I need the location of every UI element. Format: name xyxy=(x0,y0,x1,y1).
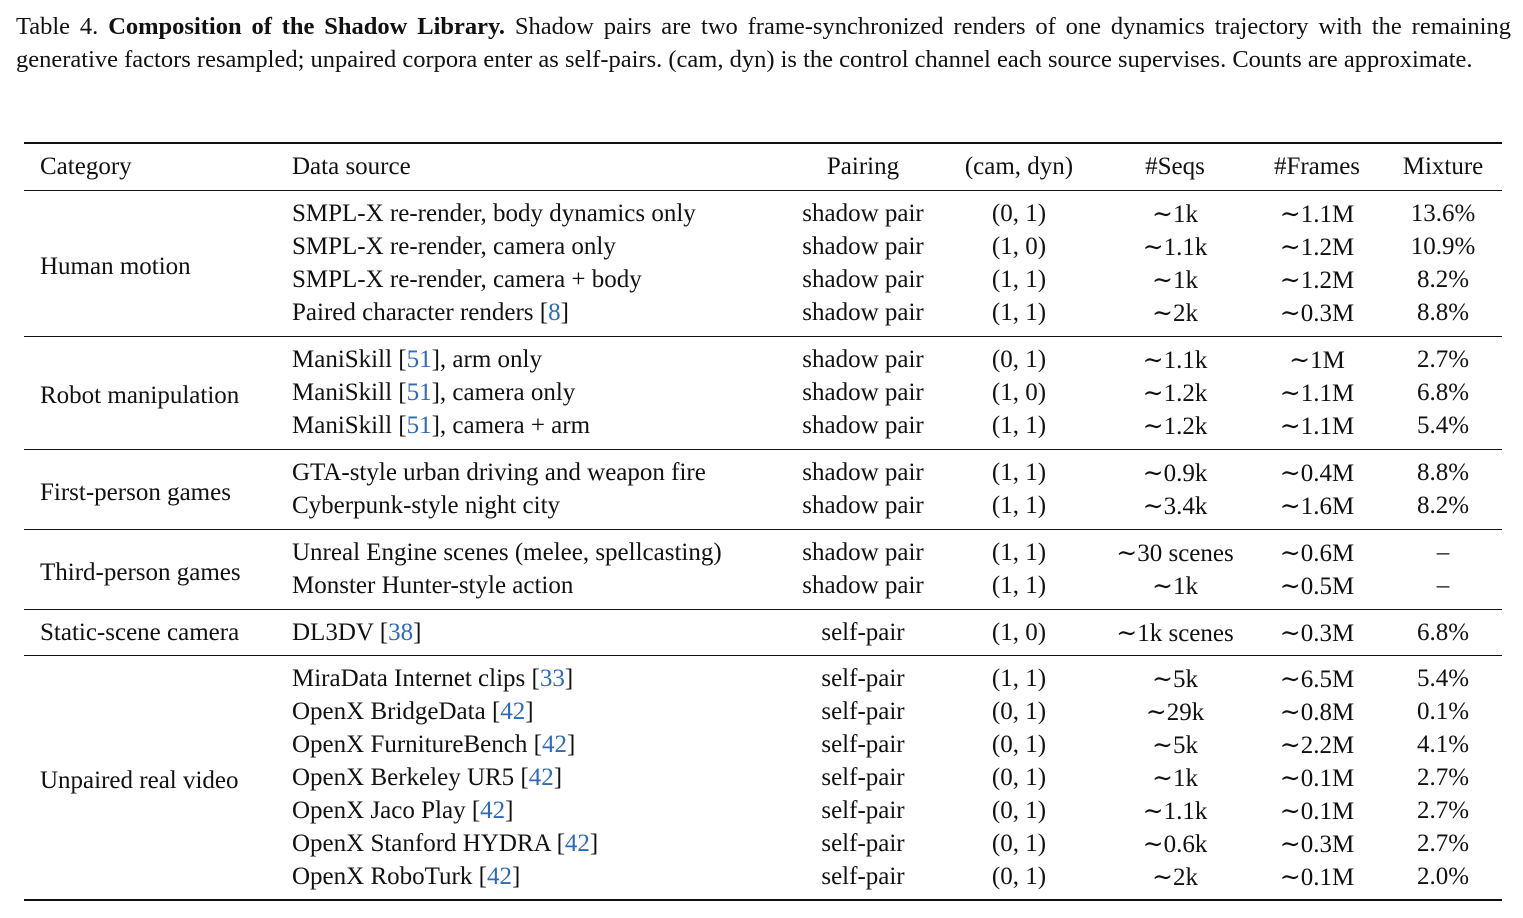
frames-cell: ∼0.3M xyxy=(1279,830,1355,858)
seqs-cell: ∼1.2k xyxy=(1142,379,1208,407)
citation-link[interactable]: 42 xyxy=(564,829,590,857)
frames-cell: ∼0.1M xyxy=(1279,797,1355,825)
table-row xyxy=(24,190,1502,230)
seqs-cell: ∼2k xyxy=(1152,299,1198,327)
pairing-cell: shadow pair xyxy=(802,411,924,439)
mixture-cell: 0.1% xyxy=(1416,697,1470,725)
data-source-name: SMPL-X re-render, camera + body xyxy=(292,265,642,293)
frames-cell: ∼6.5M xyxy=(1279,665,1355,693)
header-row xyxy=(24,143,1502,190)
data-source-cell: OpenX Stanford HYDRA [42] xyxy=(292,829,599,857)
data-source-name: ManiSkill xyxy=(292,378,393,406)
pairing-cell: shadow pair xyxy=(802,538,924,566)
cam-dyn-cell: (1, 0) xyxy=(991,618,1047,646)
data-source-cell: OpenX BridgeData [42] xyxy=(292,697,534,725)
cam-dyn-cell: (1, 0) xyxy=(991,232,1047,260)
frames-cell: ∼1.6M xyxy=(1279,492,1355,520)
mixture-cell: – xyxy=(1436,571,1450,599)
frames-cell: ∼1.2M xyxy=(1279,266,1355,294)
data-source-cell: Paired character renders [8] xyxy=(292,298,569,326)
mixture-cell: 5.4% xyxy=(1416,411,1470,439)
pairing-cell: self-pair xyxy=(821,763,905,791)
frames-cell: ∼0.1M xyxy=(1279,764,1355,792)
cam-dyn-cell: (0, 1) xyxy=(991,829,1047,857)
cam-dyn-cell: (1, 1) xyxy=(991,538,1047,566)
seqs-cell: ∼5k xyxy=(1152,665,1198,693)
header-frames: #Frames xyxy=(1273,152,1361,180)
mixture-cell: 5.4% xyxy=(1416,664,1470,692)
frames-cell: ∼0.1M xyxy=(1279,863,1355,891)
header-pairing: Pairing xyxy=(826,152,900,180)
data-source-cell xyxy=(292,190,788,230)
seqs-cell: ∼0.9k xyxy=(1142,459,1208,487)
mixture-cell: 2.7% xyxy=(1416,829,1470,857)
pairing-cell: self-pair xyxy=(821,618,905,646)
mixture-cell: 8.8% xyxy=(1416,298,1470,326)
citation-link[interactable]: 51 xyxy=(406,378,432,406)
data-source-suffix: , camera + arm xyxy=(439,411,591,439)
frames-cell: ∼1M xyxy=(1289,346,1345,374)
mixture-cell: 13.6% xyxy=(1410,199,1476,227)
frames-cell: ∼0.3M xyxy=(1279,299,1355,327)
data-source-cell: ManiSkill [51], camera + arm xyxy=(292,411,591,439)
data-source-cell xyxy=(292,489,788,529)
data-source-name: OpenX BridgeData xyxy=(292,697,486,725)
data-source-cell: ManiSkill [51], arm only xyxy=(292,345,542,373)
data-source-name: Monster Hunter-style action xyxy=(292,571,574,599)
citation-link[interactable]: 8 xyxy=(548,298,561,326)
seqs-cell: ∼1.1k xyxy=(1142,233,1208,261)
mixture-cell: 2.7% xyxy=(1416,345,1470,373)
header-data-source: Data source xyxy=(292,152,411,180)
cam-dyn-cell: (0, 1) xyxy=(991,199,1047,227)
seqs-cell: ∼1k xyxy=(1152,200,1198,228)
data-source-name: OpenX Berkeley UR5 xyxy=(292,763,515,791)
citation-link[interactable]: 51 xyxy=(406,345,432,373)
mixture-cell: 8.2% xyxy=(1416,265,1470,293)
citation-link[interactable]: 42 xyxy=(500,697,526,725)
cam-dyn-cell: (0, 1) xyxy=(991,345,1047,373)
cam-dyn-cell: (1, 0) xyxy=(991,378,1047,406)
caption-text: Shadow pairs are two frame-synchronized renders of one dynamics trajectory with the remaining generative factors resampled; unpaired corpora enter as self-pairs. (cam, dyn) is the control channel each source supervises. Counts are approximate. xyxy=(16,13,1511,73)
data-source-suffix: , camera only xyxy=(439,378,576,406)
seqs-cell: ∼29k xyxy=(1145,698,1205,726)
pairing-cell: shadow pair xyxy=(802,345,924,373)
citation-link[interactable]: 51 xyxy=(406,411,432,439)
data-source-cell xyxy=(292,449,788,489)
data-source-name: ManiSkill xyxy=(292,411,393,439)
frames-cell: ∼0.3M xyxy=(1279,619,1355,647)
frames-cell: ∼0.8M xyxy=(1279,698,1355,726)
mixture-cell: 2.0% xyxy=(1416,862,1470,890)
seqs-cell: ∼1k scenes xyxy=(1116,619,1234,647)
cam-dyn-cell: (1, 1) xyxy=(991,571,1047,599)
data-source-name: OpenX FurnitureBench xyxy=(292,730,528,758)
data-source-cell: OpenX Jaco Play [42] xyxy=(292,796,514,824)
data-source-name: Paired character renders xyxy=(292,298,534,326)
seqs-cell: ∼3.4k xyxy=(1142,492,1208,520)
data-source-cell: ManiSkill [51], camera only xyxy=(292,378,576,406)
category-cell: Human motion xyxy=(40,252,191,280)
mixture-cell: 10.9% xyxy=(1410,232,1476,260)
pairing-cell: shadow pair xyxy=(802,458,924,486)
seqs-cell: ∼1.2k xyxy=(1142,412,1208,440)
mixture-cell: 4.1% xyxy=(1416,730,1470,758)
pairing-cell: self-pair xyxy=(821,730,905,758)
table-row xyxy=(24,529,1502,569)
category-cell: Robot manipulation xyxy=(40,382,240,409)
cam-dyn-cell: (0, 1) xyxy=(991,796,1047,824)
data-source-name: OpenX RoboTurk xyxy=(292,862,473,890)
citation-link[interactable]: 42 xyxy=(528,763,554,791)
data-source-cell: OpenX RoboTurk [42] xyxy=(292,862,521,890)
citation-link[interactable]: 42 xyxy=(486,862,512,890)
header-seqs: #Seqs xyxy=(1145,152,1205,180)
seqs-cell: ∼1.1k xyxy=(1142,797,1208,825)
frames-cell: ∼1.1M xyxy=(1279,200,1355,228)
data-source-name: Cyberpunk-style night city xyxy=(292,491,561,519)
cam-dyn-cell: (1, 1) xyxy=(991,411,1047,439)
citation-link[interactable]: 38 xyxy=(388,618,414,646)
cam-dyn-cell: (0, 1) xyxy=(991,862,1047,890)
frames-cell: ∼1.1M xyxy=(1279,412,1355,440)
cam-dyn-cell: (1, 1) xyxy=(991,664,1047,692)
pairing-cell: shadow pair xyxy=(802,265,924,293)
pairing-cell: self-pair xyxy=(821,829,905,857)
data-source-name: SMPL-X re-render, camera only xyxy=(292,232,616,260)
pairing-cell: self-pair xyxy=(821,796,905,824)
pairing-cell: self-pair xyxy=(821,664,905,692)
cam-dyn-cell: (1, 1) xyxy=(991,491,1047,519)
pairing-cell: shadow pair xyxy=(802,378,924,406)
frames-cell: ∼0.5M xyxy=(1279,572,1355,600)
data-source-name: ManiSkill xyxy=(292,345,393,373)
data-source-name: DL3DV xyxy=(292,618,374,646)
category-cell: First-person games xyxy=(40,478,231,506)
caption-label: Table 4. xyxy=(16,13,99,40)
frames-cell: ∼1.1M xyxy=(1279,379,1355,407)
table-row xyxy=(24,336,1502,376)
mixture-cell: 6.8% xyxy=(1416,618,1470,646)
seqs-cell: ∼1k xyxy=(1152,572,1198,600)
frames-cell: ∼2.2M xyxy=(1279,731,1355,759)
data-source-cell: MiraData Internet clips [33] xyxy=(292,664,574,692)
caption-title: Composition of the Shadow Library. xyxy=(108,13,506,40)
pairing-cell: shadow pair xyxy=(802,491,924,519)
table-row xyxy=(24,449,1502,489)
composition-table xyxy=(24,142,1502,901)
data-source-name: MiraData Internet clips xyxy=(292,664,526,692)
header-mixture: Mixture xyxy=(1402,152,1484,180)
category-cell: Third-person games xyxy=(40,558,241,586)
seqs-cell: ∼1.1k xyxy=(1142,346,1208,374)
cam-dyn-cell: (1, 1) xyxy=(991,265,1047,293)
mixture-cell: 2.7% xyxy=(1416,763,1470,791)
pairing-cell: self-pair xyxy=(821,862,905,890)
seqs-cell: ∼0.6k xyxy=(1142,830,1208,858)
data-source-name: OpenX Jaco Play xyxy=(292,796,466,824)
table-header xyxy=(24,143,1502,190)
header-cam-dyn: (cam, dyn) xyxy=(964,152,1074,180)
category-cell: Static-scene camera xyxy=(40,618,240,646)
data-source-cell xyxy=(292,230,788,263)
data-source-suffix: , arm only xyxy=(439,345,542,373)
frames-cell: ∼0.4M xyxy=(1279,459,1355,487)
frames-cell: ∼0.6M xyxy=(1279,539,1355,567)
data-source-name: GTA-style urban driving and weapon fire xyxy=(292,458,706,486)
table-caption xyxy=(16,10,1511,76)
category-cell: Unpaired real video xyxy=(40,766,239,794)
seqs-cell: ∼1k xyxy=(1152,764,1198,792)
cam-dyn-cell: (1, 1) xyxy=(991,458,1047,486)
data-source-cell: OpenX FurnitureBench [42] xyxy=(292,730,576,758)
cam-dyn-cell: (1, 1) xyxy=(991,298,1047,326)
seqs-cell: ∼5k xyxy=(1152,731,1198,759)
pairing-cell: shadow pair xyxy=(802,298,924,326)
data-source-cell xyxy=(292,263,788,296)
data-source-name: Unreal Engine scenes (melee, spellcasting) xyxy=(292,538,722,566)
data-source-cell: OpenX Berkeley UR5 [42] xyxy=(292,763,563,791)
mixture-cell: 6.8% xyxy=(1416,378,1470,406)
cam-dyn-cell: (0, 1) xyxy=(991,763,1047,791)
table-row xyxy=(24,609,1502,655)
pairing-cell: shadow pair xyxy=(802,571,924,599)
data-source-cell: DL3DV [38] xyxy=(292,618,422,646)
table-body xyxy=(24,190,1502,900)
seqs-cell: ∼1k xyxy=(1152,266,1198,294)
mixture-cell: 8.8% xyxy=(1416,458,1470,486)
mixture-cell: 2.7% xyxy=(1416,796,1470,824)
header-category: Category xyxy=(40,152,132,180)
mixture-cell: – xyxy=(1436,538,1450,566)
data-source-name: SMPL-X re-render, body dynamics only xyxy=(292,199,696,227)
data-source-name: OpenX Stanford HYDRA xyxy=(292,829,551,857)
table-row xyxy=(24,655,1502,695)
citation-link[interactable]: 42 xyxy=(480,796,506,824)
seqs-cell: ∼30 scenes xyxy=(1116,539,1234,567)
data-source-cell xyxy=(292,569,788,609)
citation-link[interactable]: 42 xyxy=(541,730,567,758)
cam-dyn-cell: (0, 1) xyxy=(991,697,1047,725)
pairing-cell: shadow pair xyxy=(802,199,924,227)
pairing-cell: shadow pair xyxy=(802,232,924,260)
frames-cell: ∼1.2M xyxy=(1279,233,1355,261)
pairing-cell: self-pair xyxy=(821,697,905,725)
citation-link[interactable]: 33 xyxy=(539,664,565,692)
data-source-cell xyxy=(292,529,788,569)
seqs-cell: ∼2k xyxy=(1152,863,1198,891)
cam-dyn-cell: (0, 1) xyxy=(991,730,1047,758)
mixture-cell: 8.2% xyxy=(1416,491,1470,519)
